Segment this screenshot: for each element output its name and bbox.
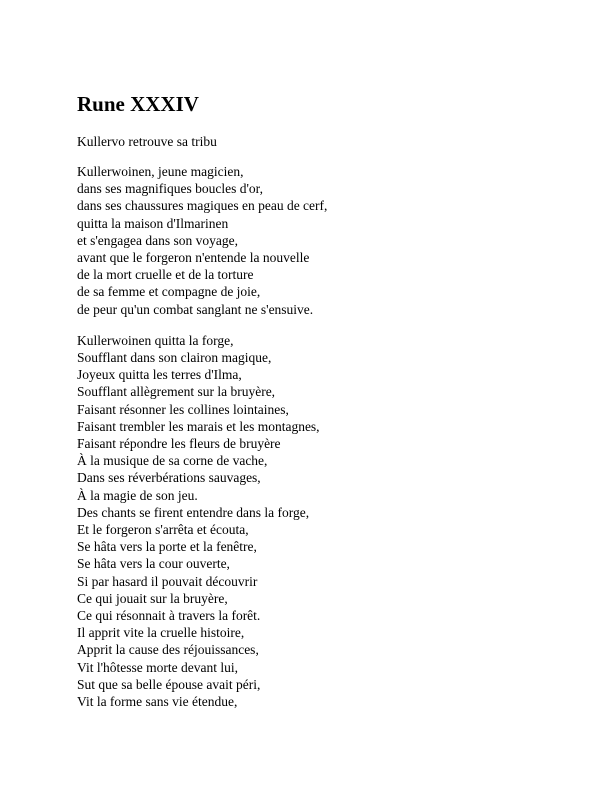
verse-line: Apprit la cause des réjouissances, [77,642,259,658]
verse-line: Kullerwoinen quitta la forge, [77,332,234,348]
verse-line: Il apprit vite la cruelle histoire, [77,625,245,641]
verse-line: Faisant trembler les marais et les montagnes, [77,418,320,434]
verse-line: Ce qui résonnait à travers la forêt. [77,608,261,624]
verse-line: Soufflant dans son clairon magique, [77,350,272,366]
verse-line: Faisant résonner les collines lointaines, [77,401,289,417]
verse-line: Joyeux quitta les terres d'Ilma, [77,367,242,383]
verse-line: Dans ses réverbérations sauvages, [77,470,261,486]
stanza-1 [77,163,577,318]
verse-line: avant que le forgeron n'entende la nouvelle [77,250,310,266]
verse-line: Des chants se firent entendre dans la forge, [77,504,310,520]
verse-line: et s'engagea dans son voyage, [77,232,239,248]
stanza-2 [77,332,577,710]
verse-line: quitta la maison d'Ilmarinen [77,215,229,231]
verse-line: Soufflant allègrement sur la bruyère, [77,384,276,400]
verse-line: dans ses magnifiques boucles d'or, [77,181,263,197]
verse-line: Et le forgeron s'arrêta et écouta, [77,522,249,538]
verse-line: Kullerwoinen, jeune magicien, [77,164,244,179]
verse-line: de sa femme et compagne de joie, [77,284,261,300]
verse-line: Ce qui jouait sur la bruyère, [77,590,228,606]
page-subtitle: Kullervo retrouve sa tribu [77,134,217,149]
verse-line: Vit la forme sans vie étendue, [77,694,238,710]
verse-line: de peur qu'un combat sanglant ne s'ensuive. [77,301,314,317]
verse-line: dans ses chaussures magiques en peau de cerf, [77,198,328,214]
verse-line: Faisant répondre les fleurs de bruyère [77,436,281,452]
verse-line: Se hâta vers la porte et la fenêtre, [77,539,257,555]
verse-line: À la magie de son jeu. [77,487,198,503]
verse-line: À la musique de sa corne de vache, [77,453,268,469]
verse-line: de la mort cruelle et de la torture [77,267,254,283]
verse-line: Vit l'hôtesse morte devant lui, [77,659,238,675]
verse-line: Se hâta vers la cour ouverte, [77,556,230,572]
page-title: Rune XXXIV [77,92,199,116]
verse-line: Sut que sa belle épouse avait péri, [77,676,261,692]
document-page [77,92,577,710]
verse-line: Si par hasard il pouvait découvrir [77,573,258,589]
